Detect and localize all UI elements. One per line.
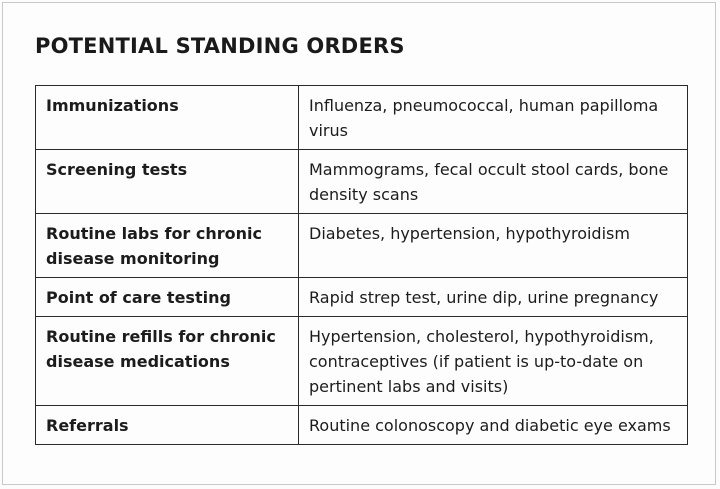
table-row-routine-labs	[36, 214, 688, 278]
table-row-immunizations	[36, 86, 688, 150]
category-cell: Referrals	[36, 406, 299, 445]
examples-cell: Hypertension, cholesterol, hypothyroidism, contraceptives (if patient is up-to-date on pertinent labs and visits)	[299, 317, 688, 406]
table-row-referrals	[36, 406, 688, 445]
examples-cell: Rapid strep test, urine dip, urine pregnancy	[299, 278, 688, 317]
examples-cell: Mammograms, fecal occult stool cards, bone density scans	[299, 150, 688, 214]
category-cell: Immunizations	[36, 86, 299, 150]
table-row-screening-tests	[36, 150, 688, 214]
category-cell: Point of care testing	[36, 278, 299, 317]
table-row-point-of-care-testing	[36, 278, 688, 317]
category-cell: Routine labs for chronic disease monitoring	[36, 214, 299, 278]
page-title: POTENTIAL STANDING ORDERS	[35, 34, 405, 58]
category-cell: Screening tests	[36, 150, 299, 214]
table-row-routine-refills	[36, 317, 688, 406]
examples-cell: Influenza, pneumococcal, human papilloma virus	[299, 86, 688, 150]
category-cell: Routine refills for chronic disease medications	[36, 317, 299, 406]
examples-cell: Routine colonoscopy and diabetic eye exams	[299, 406, 688, 445]
standing-orders-table	[35, 85, 688, 445]
document-frame	[2, 2, 716, 485]
examples-cell: Diabetes, hypertension, hypothyroidism	[299, 214, 688, 278]
